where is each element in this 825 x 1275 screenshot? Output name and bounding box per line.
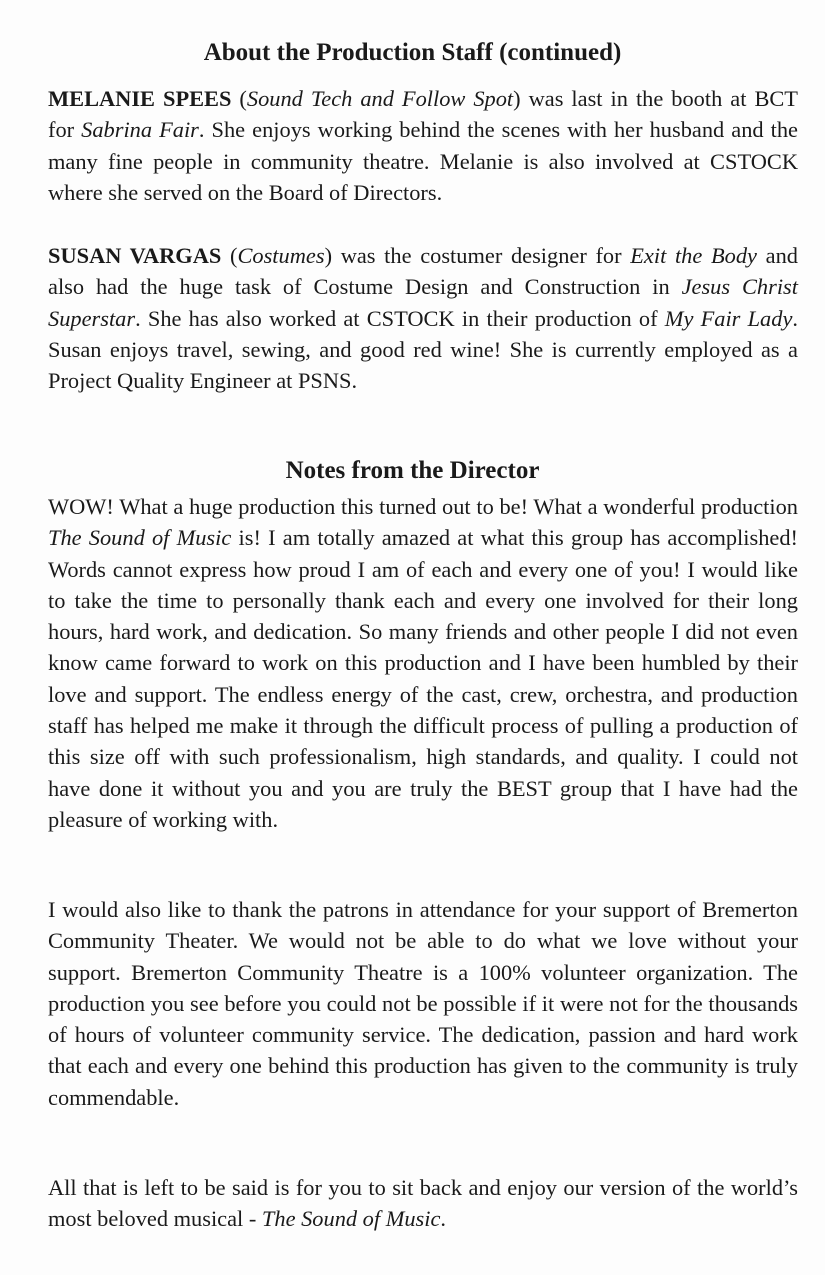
show-title: Sabrina Fair (81, 117, 199, 143)
show-title: The Sound of Music (261, 1206, 441, 1232)
show-title: My Fair Lady (664, 305, 793, 331)
staff-role: Costumes (237, 243, 325, 268)
bio-text: . She has also worked at CSTOCK in their production of (135, 305, 665, 331)
paragraph-text: is! I am totally amazed at what this group has accomplished! Words cannot express how proud I am of each and every one of you! I would like to take the time to personally thank each and every one involved for their long hours, hard work, and dedication. So many friends and other people I did not even know came forward to work on this production and I have been humbled by their love and support. The endless energy of the cast, crew, orchestra, and production staff has helped me make it through the difficult process of pulling a production of this size off with such professionalism, high standards, and quality. I could not have done it without you and you are truly the BEST group that I have had the pleasure of working with. (48, 525, 798, 832)
bio-text: and also had the huge task of Costume Design and Construction in (48, 243, 798, 300)
staff-section-title: About the Production Staff (continued) (203, 39, 622, 66)
staff-name: SUSAN VARGAS (48, 243, 222, 268)
director-notes-title: Notes from the Director (285, 457, 540, 484)
bio-text: . Susan enjoys travel, sewing, and good red wine! She is currently employed as a Project Quality Engineer at PSNS. (48, 305, 798, 394)
show-title: Exit the Body (630, 243, 757, 268)
paragraph-text: WOW! What a huge production this turned out to be! What a wonderful production (48, 494, 798, 519)
bio-text: . She enjoys working behind the scenes with her husband and the many fine people in community theatre. Melanie is also involved at CSTOCK where she served on the Board of Directors. (48, 117, 798, 205)
director-paragraph-2: I would also like to thank the patrons in attendance for your support of Bremerton Community Theater. We would not be able to do what we love without your support. Bremerton Community Theatre is a 100% volunteer organization. The production you see before you could not be possible if it were not for the thousands of hours of volunteer community service. The dedication, passion and hard work that each and every one behind this production has given to the community is truly commendable. (48, 897, 798, 1110)
show-title: The Sound of Music (48, 525, 232, 551)
paragraph-text: . (440, 1206, 447, 1232)
bio-text: was last in the booth at BCT for (48, 86, 798, 143)
staff-bio-susan-vargas: SUSAN VARGAS (Costumes) was the costumer designer for Exit the Body and also had the huge task of Costume Design and Construction in Jesus Christ Superstar. She has also worked at CSTOCK in their production of My Fair Lady. Susan enjoys travel, sewing, and good red wine! She is currently employed as a Project Quality Engineer at PSNS. (48, 243, 798, 394)
director-paragraph-1 (48, 491, 798, 835)
show-title: Jesus Christ Superstar (48, 274, 798, 331)
director-paragraph-3 (48, 1172, 798, 1235)
staff-bio-melanie-spees: MELANIE SPEES (Sound Tech and Follow Spot) was last in the booth at BCT for Sabrina Fair. She enjoys working behind the scenes with her husband and the many fine people in community theatre. Melanie is also involved at CSTOCK where she served on the Board of Directors. (48, 86, 798, 205)
bio-text: was the costumer designer for (332, 243, 631, 268)
staff-role: Sound Tech and Follow Spot (246, 86, 514, 111)
staff-name: MELANIE SPEES (48, 86, 232, 111)
paragraph-text: All that is left to be said is for you to sit back and enjoy our version of the world’s most beloved musical - (48, 1175, 798, 1232)
